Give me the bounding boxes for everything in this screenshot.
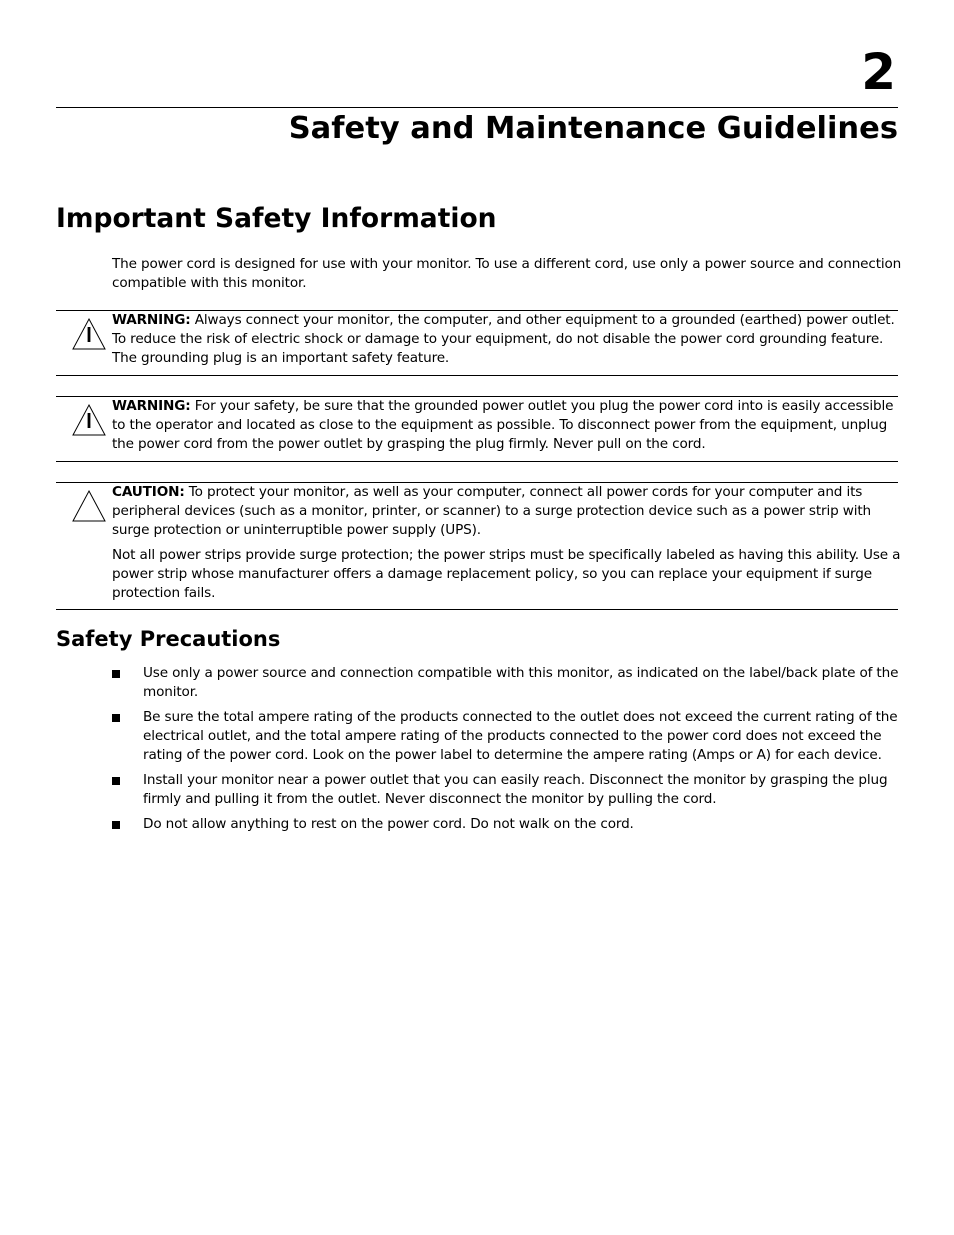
- caution-icon: [71, 489, 107, 523]
- caution-extra-text: Not all power strips provide surge protection; the power strips must be specifically labeled as having this ability. Use a power strip whose manufacturer offers a damage replacement policy, so you can replace your equipment if surge protection fails.: [112, 547, 901, 601]
- list-item: [112, 708, 902, 765]
- chapter-title: Safety and Maintenance Guidelines: [288, 111, 898, 146]
- chapter-number: 2: [861, 43, 896, 101]
- square-bullet-icon: [112, 714, 120, 722]
- precautions-list: [112, 664, 902, 840]
- notice-label: WARNING:: [112, 398, 191, 414]
- notice-body: To protect your monitor, as well as your computer, connect all power cords for your computer and its peripheral devices (such as a monitor, printer, or scanner) to a surge protection device such as a power strip with surge protection or uninterruptible power supply (UPS).: [112, 484, 871, 538]
- notice-body: For your safety, be sure that the grounded power outlet you plug the power cord into is easily accessible to the operator and located as close to the equipment as possible. To disconnect power from the equipment, unplug the power cord from the power outlet by grasping the plug firmly. Never pull on the cord.: [112, 398, 894, 452]
- warning-icon: [71, 403, 107, 437]
- notice-body: Always connect your monitor, the computer, and other equipment to a grounded (earthed) power outlet. To reduce the risk of electric shock or damage to your equipment, do not disable the power cord grounding feature. The grounding plug is an important safety feature.: [112, 312, 895, 366]
- list-item-text: Do not allow anything to rest on the power cord. Do not walk on the cord.: [143, 816, 634, 832]
- square-bullet-icon: [112, 777, 120, 785]
- warning-text-2: [112, 397, 902, 454]
- list-item-text: Be sure the total ampere rating of the products connected to the outlet does not exceed the current rating of the electrical outlet, and the total ampere rating of the products connected to the power cord does not exceed the rating of the power cord. Look on the power label to determine the ampere rating (Amps or A) for each device.: [143, 709, 898, 763]
- list-item-text: Use only a power source and connection compatible with this monitor, as indicated on the label/back plate of the monitor.: [143, 665, 899, 700]
- warning-text-1: [112, 311, 902, 368]
- subsection-title: Safety Precautions: [56, 627, 281, 651]
- list-item: [112, 664, 902, 702]
- intro-paragraph: The power cord is designed for use with your monitor. To use a different cord, use only a power source and connection compatible with this monitor.: [112, 256, 902, 291]
- list-item: [112, 771, 902, 809]
- list-item-text: Install your monitor near a power outlet that you can easily reach. Disconnect the monitor by grasping the plug firmly and pulling it from the outlet. Never disconnect the monitor by pulling the cord.: [143, 772, 888, 807]
- warning-icon: [71, 317, 107, 351]
- list-item: [112, 815, 902, 834]
- caution-notice: [56, 482, 901, 610]
- square-bullet-icon: [112, 821, 120, 829]
- warning-notice-1: [56, 310, 898, 376]
- warning-notice-2: [56, 396, 898, 462]
- section-title: Important Safety Information: [56, 203, 497, 234]
- notice-label: CAUTION:: [112, 484, 185, 500]
- square-bullet-icon: [112, 670, 120, 678]
- notice-label: WARNING:: [112, 312, 191, 328]
- caution-text: [112, 483, 902, 540]
